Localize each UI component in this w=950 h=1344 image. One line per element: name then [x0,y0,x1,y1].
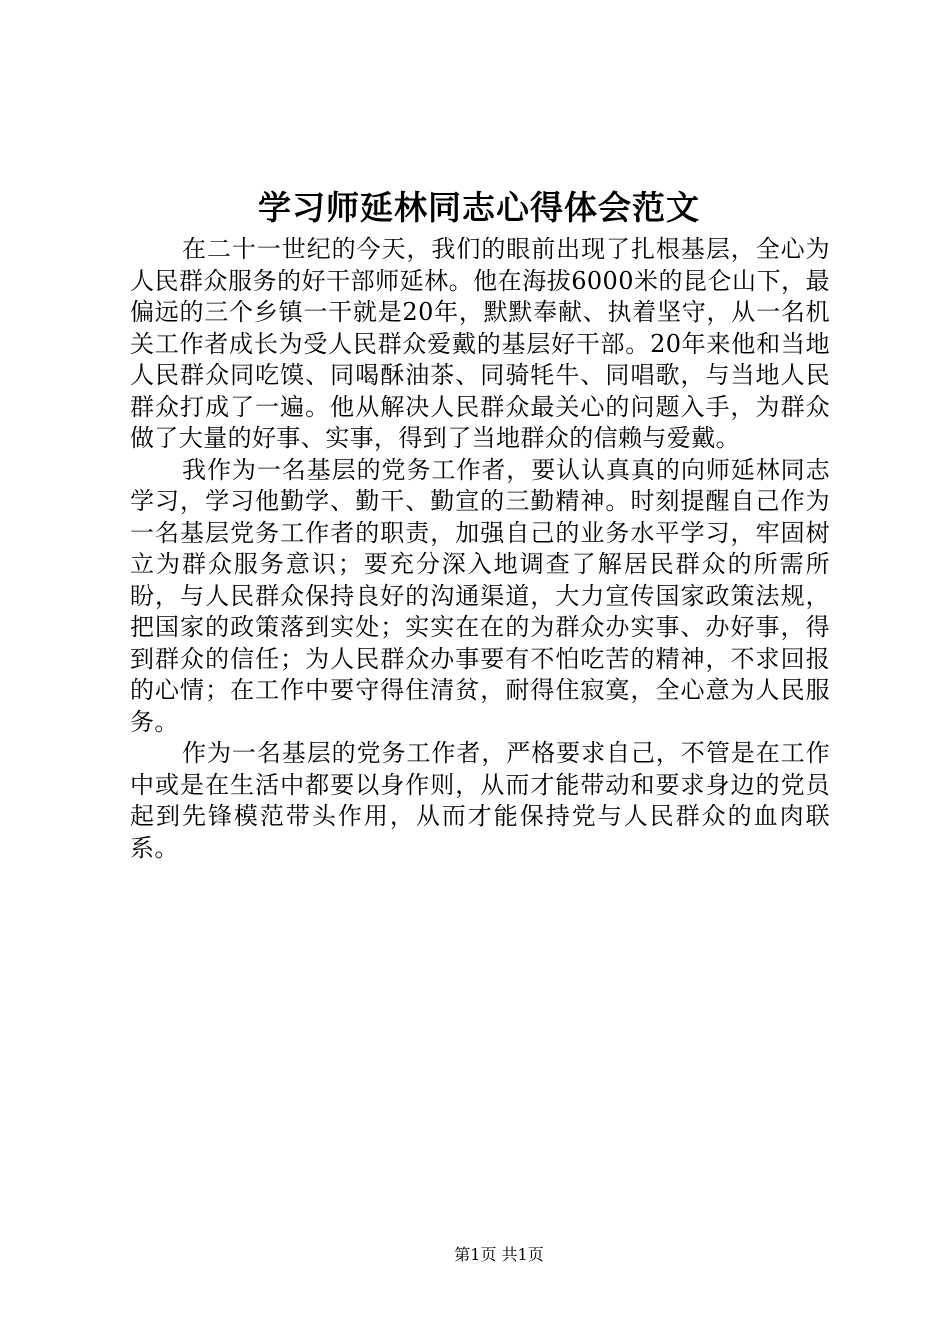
paragraph-1: 在二十一世纪的今天，我们的眼前出现了扎根基层，全心为人民群众服务的好干部师延林。他在海拔6000米的昆仑山下，最偏远的三个乡镇一干就是20年，默默奉献、执着坚守，从一名机关工作者成长为受人民群众爱戴的基层好干部。20年来他和当地人民群众同吃馍、同喝酥油茶、同骑牦牛、同唱歌，与当地人民群众打成了一遍。他从解决人民群众最关心的问题入手，为群众做了大量的好事、实事，得到了当地群众的信赖与爱戴。 [130,235,830,452]
document-body [130,234,830,864]
page-footer: 第1页 共1页 [454,1245,544,1264]
document-title: 学习师延林同志心得体会范文 [258,188,700,227]
paragraph-2: 我作为一名基层的党务工作者，要认认真真的向师延林同志学习，学习他勤学、勤干、勤宣的三勤精神。时刻提醒自己作为一名基层党务工作者的职责，加强自己的业务水平学习，牢固树立为群众服务意识；要充分深入地调查了解居民群众的所需所盼，与人民群众保持良好的沟通渠道，大力宣传国家政策法规，把国家的政策落到实处；实实在在的为群众办实事、办好事，得到群众的信任；为人民群众办事要有不怕吃苦的精神，不求回报的心情；在工作中要守得住清贫，耐得住寂寞，全心意为人民服务。 [130,455,830,736]
paragraph-3: 作为一名基层的党务工作者，严格要求自己，不管是在工作中或是在生活中都要以身作则，从而才能带动和要求身边的党员起到先锋模范带头作用，从而才能保持党与人民群众的血肉联系。 [130,739,830,862]
